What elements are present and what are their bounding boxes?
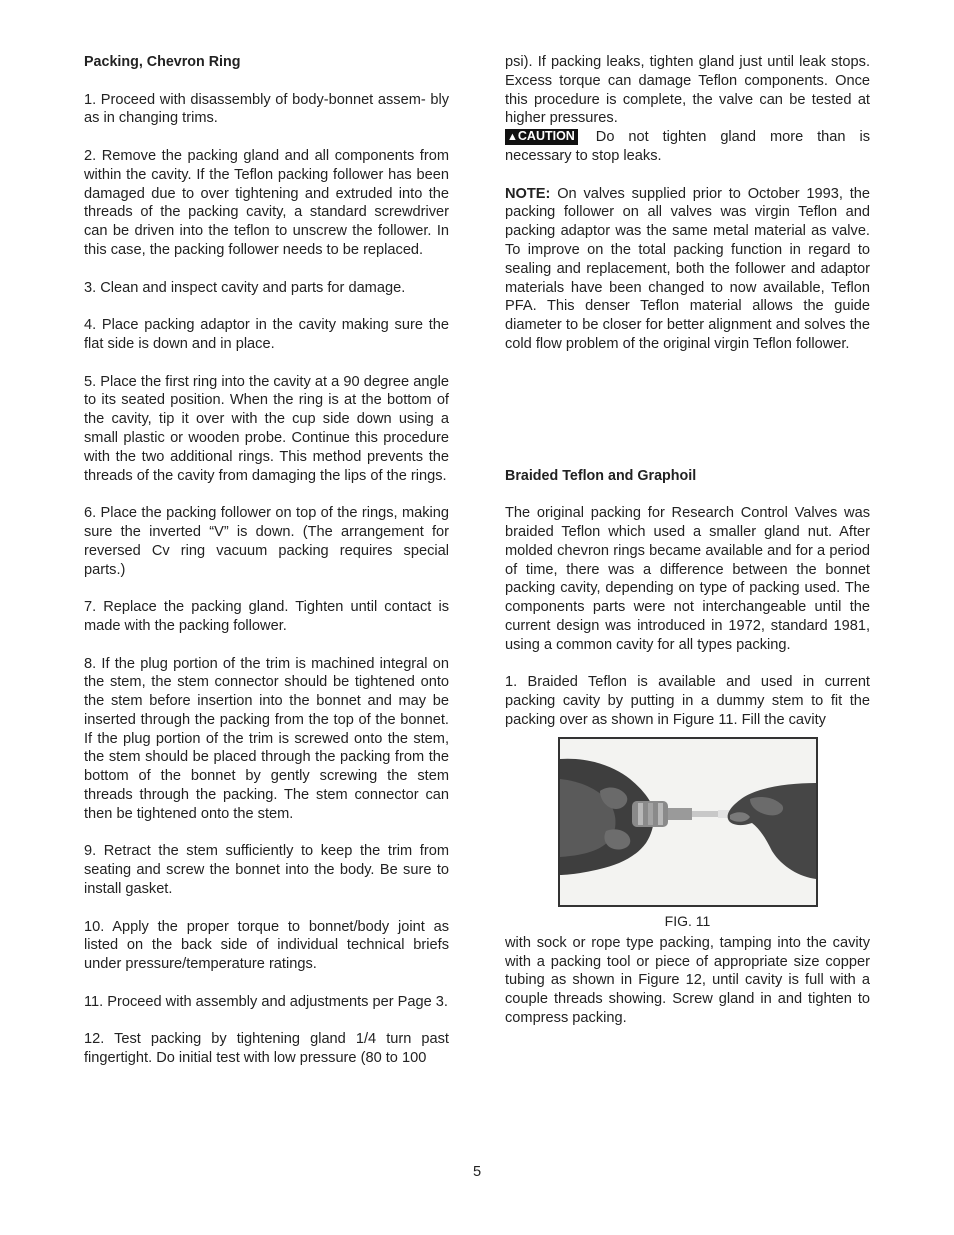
step-paragraph: 12. Test packing by tightening gland 1/4 turn past fingertight. Do initial test with low pressure (80 to 100 — [84, 1031, 449, 1067]
note-label: NOTE: — [505, 185, 551, 202]
figure-11-caption: FIG. 11 — [664, 912, 711, 929]
right-column — [505, 53, 870, 1046]
intro-paragraph: The original packing for Research Control Valves was braided Teflon which used a smaller gland nut. After molded chevron rings became available and for a period of time, there was a difference between the bonnet packing cavity, depending on type of packing used. The components parts were not interchangeable until the current design was introduced in 1972, standard 1981, using a common cavity for all types packing. — [505, 505, 870, 653]
step-paragraph: 5. Place the first ring into the cavity at a 90 degree angle to its seated position. When the ring is at the bottom of the cavity, tip it over with the cup side down using a small plastic or wooden probe. Continue this procedure with the two additional rings. This method prevents the threads of the cavity from damaging the lips of the rings. — [84, 373, 449, 484]
step-paragraph: 10. Apply the proper torque to bonnet/body joint as listed on the back side of individual technical briefs under pressure/temperature ratings. — [84, 918, 449, 973]
step-paragraph: 4. Place packing adaptor in the cavity making sure the flat side is down and in place. — [84, 317, 449, 352]
step-continued-paragraph: with sock or rope type packing, tamping into the cavity with a packing tool or piece of appropriate size copper tubing as shown in Figure 12, until cavity is full with a couple threads showing. Screw gland in and tighten to compress packing. — [505, 934, 870, 1026]
section-heading-chevron-ring: Packing, Chevron Ring — [84, 54, 241, 70]
page-number: 5 — [472, 1164, 482, 1180]
step-paragraph: 1. Braided Teflon is available and used in current packing cavity by putting in a dummy stem to fit the packing over as shown in Figure 11. Fill the cavity — [505, 674, 870, 728]
section-heading-braided-teflon: Braided Teflon and Graphoil — [505, 467, 697, 484]
continuation-paragraph: psi). If packing leaks, tighten gland just until leak stops. Excess torque can damage Teflon components. Once this procedure is complete, the valve can be tested at higher pressures. — [505, 54, 870, 127]
caution-badge — [505, 129, 578, 145]
step-paragraph: 3. Clean and inspect cavity and parts for damage. — [84, 279, 406, 296]
step-paragraph: 11. Proceed with assembly and adjustments per Page 3. — [84, 993, 448, 1010]
step-paragraph: 6. Place the packing follower on top of the rings, making sure the inverted “V” is down. (The arrangement for reversed Cv ring vacuum packing requires special parts.) — [84, 505, 449, 578]
caution-text: Do not tighten gland more than is necessary to stop leaks. — [505, 129, 870, 164]
caution-label: CAUTION — [517, 129, 575, 144]
warning-triangle-icon: ▲ — [507, 131, 518, 144]
note-text: On valves supplied prior to October 1993, the packing follower on all valves was virgin Teflon and packing adaptor was the same metal material as valve. To improve on the total packing function in regard to sealing and replacement, both the follower and adaptor materials have been changed to now available, Teflon PFA. This denser Teflon material allows the guide diameter to be closer for better alignment and solves the cold flow problem of the original virgin Teflon follower. — [505, 185, 870, 352]
step-paragraph: 7. Replace the packing gland. Tighten until contact is made with the packing follower. — [84, 599, 449, 634]
step-paragraph: 1. Proceed with disassembly of body-bonnet assem- bly as in changing trims. — [84, 91, 449, 127]
step-paragraph: 8. If the plug portion of the trim is machined integral on the stem, the stem connector should be tightened onto the stem before insertion into the bonnet and may be inserted through the packing from the top of the bonnet. If the plug portion of the trim is screwed onto the stem, the stem should be placed through the packing from the bottom of the bonnet by gently screwing the stem threads through the packing. The stem connector can then be tightened onto the stem. — [84, 655, 449, 822]
left-column — [84, 53, 449, 1087]
caution-block — [505, 128, 870, 166]
figure-11-photo — [558, 737, 818, 907]
step-paragraph: 2. Remove the packing gland and all components from within the cavity. If the Teflon packing follower has been damaged due to over tightening and extruded into the threads of the packing cavity, a standard screwdriver can be driven into the teflon to unscrew the follower. In this case, the packing follower needs to be replaced. — [84, 147, 449, 258]
figure-11 — [505, 737, 870, 930]
step-paragraph: 9. Retract the stem sufficiently to keep the trim from seating and screw the bonnet into the body. Be sure to install gasket. — [84, 843, 449, 898]
column-gap — [505, 373, 870, 467]
note-block — [505, 185, 870, 354]
